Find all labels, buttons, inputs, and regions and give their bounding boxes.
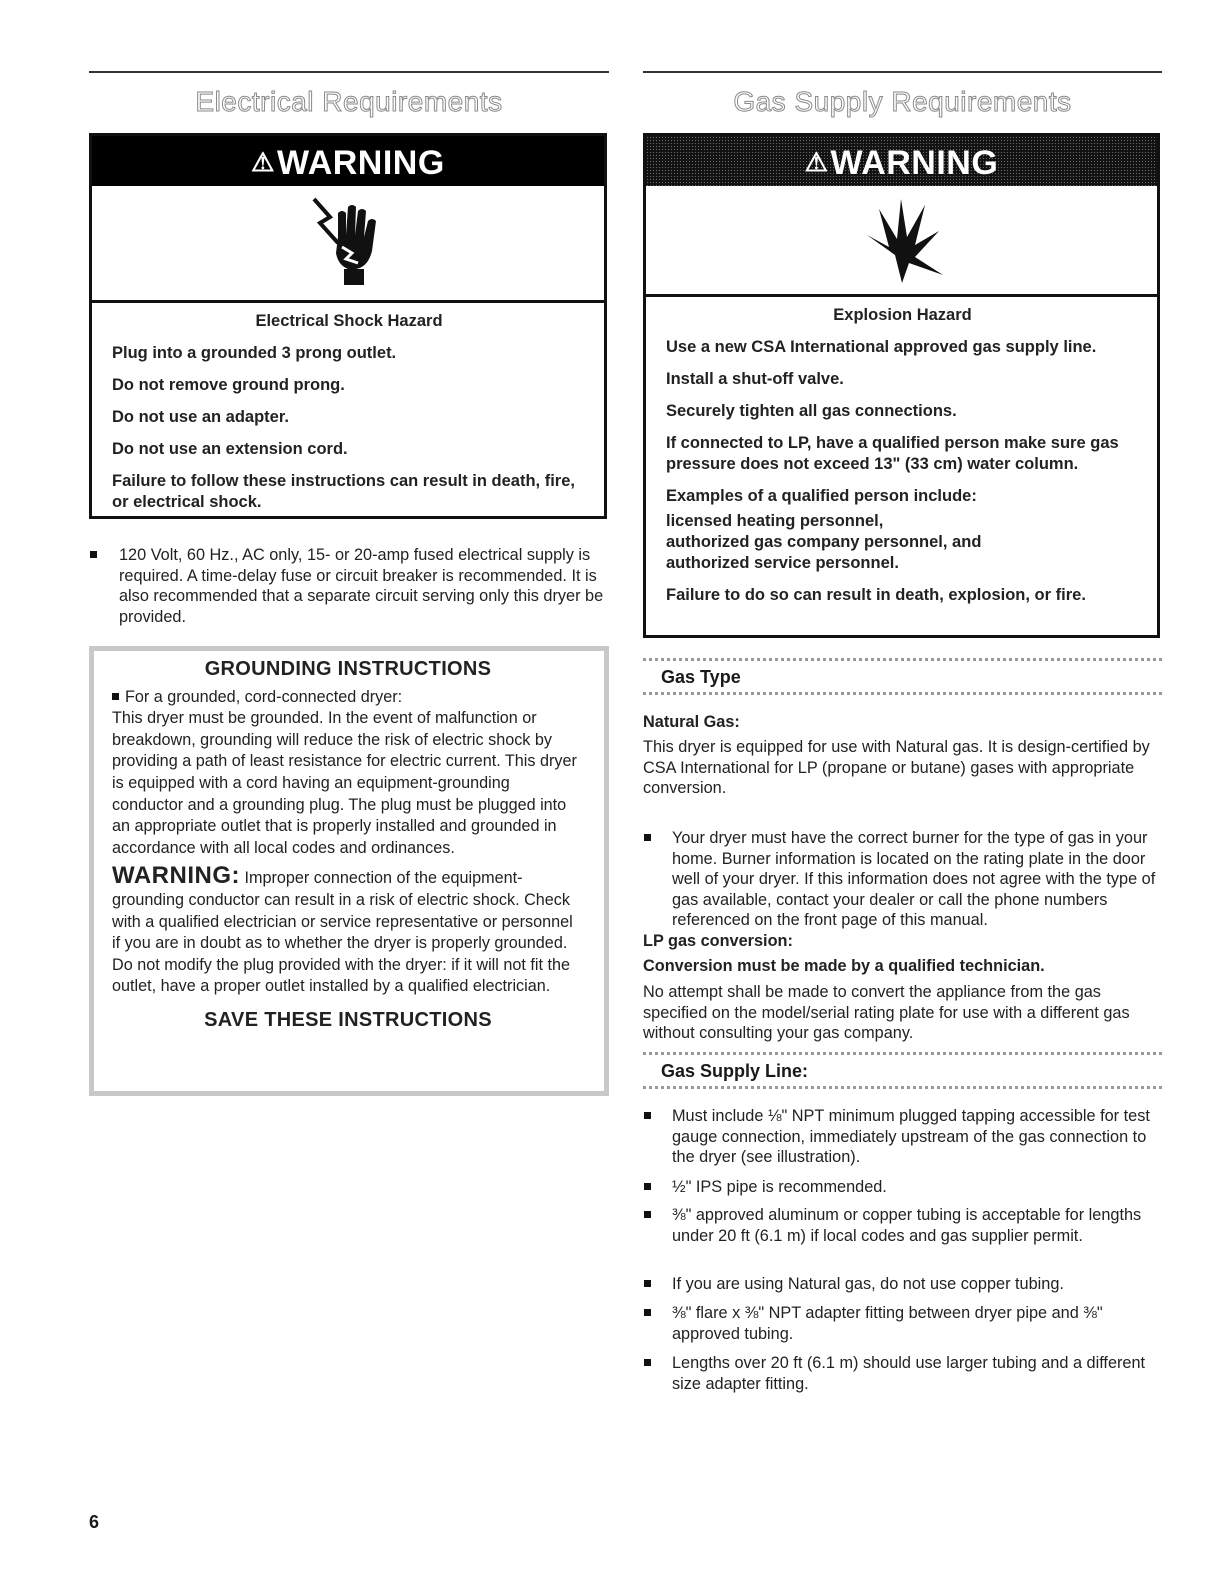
gas-warning-box bbox=[643, 133, 1160, 638]
bullet-icon bbox=[644, 1112, 651, 1119]
warning-triangle-icon: ⚠ bbox=[804, 147, 829, 177]
left-section-rule bbox=[89, 71, 609, 73]
electrical-supply-bullet bbox=[90, 545, 608, 627]
bullet-text: Lengths over 20 ft (6.1 m) should use larger tubing and a different size adapter fitting. bbox=[672, 1354, 1146, 1393]
electrical-section-title: Electrical Requirements bbox=[195, 86, 503, 117]
warning-line: licensed heating personnel, authorized gas company personnel, and authorized service personnel. bbox=[666, 512, 982, 572]
save-instructions-title: SAVE THESE INSTRUCTIONS bbox=[204, 1008, 492, 1031]
warning-line: If connected to LP, have a qualified person make sure gas pressure does not exceed 13" (33 cm) water column. bbox=[666, 434, 1119, 473]
warning-line: Do not remove ground prong. bbox=[112, 376, 345, 394]
gas-type-bullet bbox=[644, 828, 1161, 931]
supply-line-bullet bbox=[644, 1177, 1161, 1198]
gas-hazard-title: Explosion Hazard bbox=[833, 306, 972, 324]
electrical-hazard-title: Electrical Shock Hazard bbox=[255, 312, 443, 330]
supply-line-bullet bbox=[644, 1353, 1161, 1394]
warning-triangle-icon: ⚠ bbox=[251, 147, 275, 177]
gas-type-heading: Gas Type bbox=[643, 658, 1162, 695]
grounding-intro bbox=[112, 687, 584, 709]
bullet-icon bbox=[644, 834, 651, 841]
electrical-shock-hand-icon bbox=[308, 195, 388, 291]
bullet-icon bbox=[112, 693, 119, 700]
page-number: 6 bbox=[89, 1512, 100, 1532]
warning-line: Securely tighten all gas connections. bbox=[666, 402, 957, 420]
supply-line-bullet bbox=[644, 1274, 1161, 1295]
bullet-text: Must include ⅛" NPT minimum plugged tapping accessible for test gauge connection, immediately upstream of the gas connection to the dryer (see illustration). bbox=[672, 1107, 1150, 1166]
warning-line: Examples of a qualified person include: bbox=[666, 487, 977, 505]
bullet-icon bbox=[644, 1359, 651, 1366]
warning-header-text: WARNING bbox=[830, 144, 999, 182]
bullet-text: ⅜" flare x ⅜" NPT adapter fitting between dryer pipe and ⅜" approved tubing. bbox=[672, 1304, 1103, 1343]
right-section-rule bbox=[643, 71, 1162, 73]
natural-gas-text: This dryer is equipped for use with Natural gas. It is design-certified by CSA International for LP (propane or butane) gases with appropriate conversion. bbox=[643, 738, 1150, 797]
bullet-icon bbox=[644, 1280, 651, 1287]
supply-line-bullet bbox=[644, 1303, 1161, 1344]
gas-warning-header bbox=[646, 136, 1157, 186]
grounding-title: GROUNDING INSTRUCTIONS bbox=[204, 658, 492, 680]
electrical-warning-text bbox=[92, 303, 604, 534]
grounding-warning bbox=[112, 862, 584, 998]
grounding-intro-text: For a grounded, cord-connected dryer: bbox=[125, 687, 403, 706]
warning-line: Plug into a grounded 3 prong outlet. bbox=[112, 344, 397, 362]
supply-line-bullet bbox=[644, 1205, 1161, 1246]
warning-line: Install a shut-off valve. bbox=[666, 370, 844, 388]
lp-conversion-label: LP gas conversion: bbox=[643, 932, 793, 950]
bullet-icon bbox=[644, 1309, 651, 1316]
supply-line-bullet bbox=[644, 1106, 1161, 1168]
gas-warning-text bbox=[646, 297, 1157, 627]
grounding-body: This dryer must be grounded. In the event of malfunction or breakdown, grounding will reduce the risk of electric shock by providing a path of least resistance for electric current. This dryer is equipped with a cord having an equipment-grounding conductor and a grounding plug. The plug must be plugged into an appropriate outlet that is properly installed and grounded in accordance with all local codes and ordinances. bbox=[112, 709, 577, 857]
bullet-text: ½" IPS pipe is recommended. bbox=[672, 1178, 887, 1196]
warning-line: Failure to follow these instructions can result in death, fire, or electrical shock. bbox=[112, 472, 575, 511]
explosion-icon bbox=[857, 195, 947, 285]
bullet-icon bbox=[90, 551, 97, 558]
gas-section-title: Gas Supply Requirements bbox=[733, 86, 1072, 117]
warning-line: Use a new CSA International approved gas supply line. bbox=[666, 338, 1097, 356]
bullet-icon bbox=[644, 1183, 651, 1190]
bullet-text: ⅜" approved aluminum or copper tubing is acceptable for lengths under 20 ft (6.1 m) if local codes and gas supplier permit. bbox=[672, 1206, 1142, 1245]
warning-line: Do not use an extension cord. bbox=[112, 440, 348, 458]
warning-header-text: WARNING bbox=[276, 144, 445, 182]
lp-conversion-sub: Conversion must be made by a qualified technician. bbox=[643, 957, 1045, 975]
gas-supply-line-heading: Gas Supply Line: bbox=[643, 1052, 1162, 1089]
grounding-instructions-box bbox=[89, 646, 609, 1096]
warning-line: Do not use an adapter. bbox=[112, 408, 289, 426]
lp-conversion-text: No attempt shall be made to convert the appliance from the gas specified on the model/serial rating plate for use with a different gas without consulting your gas company. bbox=[643, 983, 1130, 1042]
bullet-icon bbox=[644, 1211, 651, 1218]
grounding-warning-body: Improper connection of the equipment-grounding conductor can result in a risk of electric shock. Check with a qualified electrician or service representative or personnel if you are in doubt as to whether the dryer is properly grounded. Do not modify the plug provided with the dryer: if it will not fit the outlet, have a proper outlet installed by a qualified electrician. bbox=[112, 869, 573, 996]
electrical-warning-box bbox=[89, 133, 607, 519]
grounding-warning-lead: WARNING: bbox=[112, 862, 240, 890]
bullet-text: Your dryer must have the correct burner for the type of gas in your home. Burner information is located on the rating plate in the door well of your dryer. If this information does not agree with the type of gas available, contact your dealer or call the phone numbers referenced on the front page of this manual. bbox=[672, 829, 1156, 929]
warning-line: Failure to do so can result in death, explosion, or fire. bbox=[666, 586, 1086, 604]
natural-gas-label: Natural Gas: bbox=[643, 713, 740, 731]
bullet-text: If you are using Natural gas, do not use copper tubing. bbox=[672, 1275, 1064, 1293]
explosion-icon-area bbox=[646, 186, 1157, 297]
bullet-text: 120 Volt, 60 Hz., AC only, 15- or 20-amp fused electrical supply is required. A time-delay fuse or circuit breaker is recommended. It is also recommended that a separate circuit serving only this dryer be provided. bbox=[119, 546, 604, 626]
electrical-shock-icon-area bbox=[92, 186, 604, 303]
electrical-warning-header bbox=[92, 136, 604, 186]
